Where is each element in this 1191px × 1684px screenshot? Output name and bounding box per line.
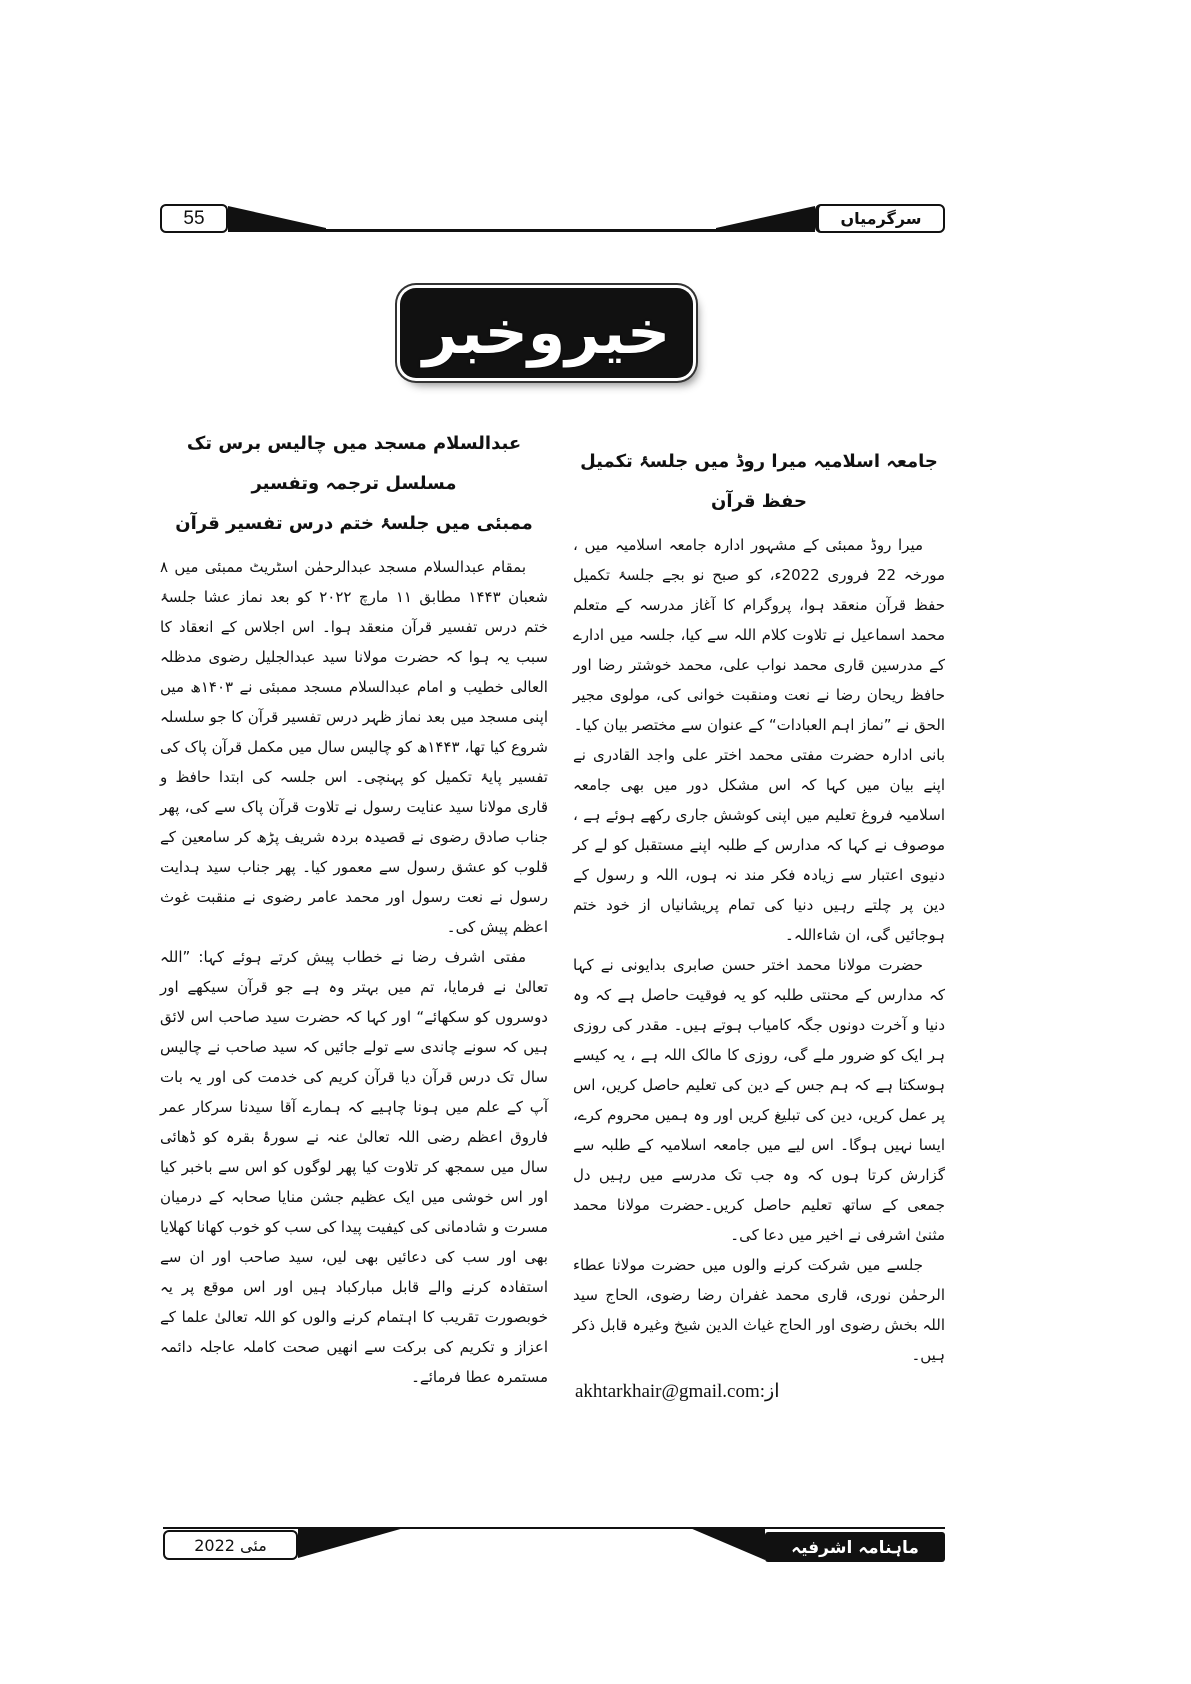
- right-article: [573, 442, 945, 1403]
- footer-left-wedge: [298, 1528, 404, 1558]
- article-paragraph: بمقام عبدالسلام مسجد عبدالرحمٰن اسٹریٹ ممبئی میں ۸ شعبان ۱۴۴۳ مطابق ۱۱ مارچ ۲۰۲۲ کو بعد نماز عشا جلسۂ ختم درس تفسیر قرآن منعقد ہوا۔ اس اجلاس کے انعقاد کا سبب یہ ہوا کہ حضرت مولانا سید عبدالجلیل رضوی مدظلہ العالی خطیب و امام عبدالسلام مسجد ممبئی نے ۱۴۰۳ھ میں اپنی مسجد میں بعد نماز ظہر درس تفسیر قرآن کا جو سلسلہ شروع کیا تھا، ۱۴۴۳ھ کو چالیس سال میں مکمل قرآن پاک کی تفسیر پایۂ تکمیل کو پہنچی۔ اس جلسہ کی ابتدا حافظ و قاری مولانا سید عنایت رسول نے تلاوت قرآن پاک سے کی، پھر جناب صادق رضوی نے قصیدہ بردہ شریف پڑھ کر سامعین کے قلوب کو عشق رسول سے معمور کیا۔ پھر جناب سید ہدایت رسول نے نعت رسول اور محمد عامر رضوی نے منقبت غوث اعظم پیش کی۔: [160, 558, 548, 936]
- author-signature: از:akhtarkhair@gmail.com: [575, 1381, 780, 1402]
- header-right-wedge: [716, 206, 815, 232]
- article-paragraph: جلسے میں شرکت کرنے والوں میں حضرت مولانا عطاء الرحمٰن نوری، قاری محمد غفران رضا رضوی، الحاج سید اللہ بخش رضوی اور الحاج غیاث الدین شیخ وغیرہ قابل ذکر ہیں۔: [573, 1256, 945, 1364]
- footer-rule: [163, 1527, 945, 1529]
- article-paragraph: بانی ادارہ حضرت مفتی محمد اختر علی واجد القادری نے اپنے بیان میں کہا کہ اس مشکل دور میں بھی جامعہ اسلامیہ فروغ تعلیم میں اپنی کوشش جاری رکھے ہوئے ہے ، موصوف نے کہا کہ مدارس کے طلبہ اپنے مستقبل کو لے کر دنیوی اعتبار سے زیادہ فکر مند نہ ہوں، اللہ و رسول کے دین پر چلتے رہیں دنیا کی تمام پریشانیاں از خود ختم ہوجائیں گی، ان شاءاللہ۔: [573, 746, 945, 944]
- article-paragraph: حضرت مولانا محمد اختر حسن صابری بدایونی نے کہا کہ مدارس کے محنتی طلبہ کو یہ فوقیت حاصل ہے کہ وہ دنیا و آخرت دونوں جگہ کامیاب ہوتے ہیں۔ مقدر کی روزی ہر ایک کو ضرور ملے گی، روزی کا مالک اللہ ہے ، یہ کیسے ہوسکتا ہے کہ ہم جس کے دین کی تعلیم حاصل کریں، اس پر عمل کریں، دین کی تبلیغ کریں اور وہ ہمیں محروم کرے، ایسا نہیں ہوگا۔ اس لیے میں جامعہ اسلامیہ کے طلبہ سے گزارش کرتا ہوں کہ وہ جب تک مدرسے میں رہیں دل جمعی کے ساتھ تعلیم حاصل کریں۔حضرت مولانا محمد مثنیٰ اشرفی نے اخیر میں دعا کی۔: [573, 956, 945, 1244]
- article-paragraph: مفتی اشرف رضا نے خطاب پیش کرتے ہوئے کہا: ”اللہ تعالیٰ نے فرمایا، تم میں بہتر وہ ہے جو قرآن سیکھے اور دوسروں کو سکھائے“ اور کہا کہ حضرت سید صاحب اس لائق ہیں کہ سونے چاندی سے تولے جائیں کہ سید صاحب نے چالیس سال تک درس قرآن دیا قرآن کریم کی خدمت کی اور یہ بات آپ کے علم میں ہونا چاہیے کہ ہمارے آقا سیدنا سرکار عمر فاروق اعظم رضی اللہ تعالیٰ عنہ نے سورۂ بقرہ کو ڈھائی سال میں سمجھ کر تلاوت کیا پھر لوگوں کو اس سے باخبر کیا اور اس خوشی میں ایک عظیم جشن منایا صحابہ کے درمیان مسرت و شادمانی کی کیفیت پیدا کی سب کو خوب کھانا کھلایا بھی اور سب کی دعائیں بھی لیں، سید صاحب اور ان سے استفادہ کرنے والے قابل مبارکباد ہیں اور اس موقع پر یہ خوبصورت تقریب کا اہتمام کرنے والوں کو اللہ تعالیٰ علما کے اعزاز و تکریم کی برکت سے انھیں صحت کاملہ عاجلہ دائمہ مستمرہ عطا فرمائے۔: [160, 948, 548, 1386]
- article-body: [573, 530, 945, 1370]
- section-label: سرگرمیاں: [815, 204, 945, 233]
- article-heading-line: ممبئی میں جلسۂ ختم درس تفسیر قرآن: [175, 513, 533, 534]
- issue-date: مئی 2022: [163, 1530, 298, 1560]
- article-heading: [160, 424, 548, 544]
- article-heading: جامعہ اسلامیہ میرا روڈ میں جلسۂ تکمیل حفظ قرآن: [580, 451, 938, 512]
- header-rule: [228, 229, 815, 232]
- article-body: [160, 552, 548, 1392]
- footer-right-wedge: [690, 1528, 765, 1560]
- magazine-name: ماہنامہ اشرفیہ: [765, 1532, 945, 1562]
- article-paragraph: میرا روڈ ممبئی کے مشہور ادارہ جامعہ اسلامیہ میں ، مورخہ 22 فروری 2022ء، کو صبح نو بجے جلسۂ تکمیل حفظ قرآن منعقد ہوا، پروگرام کا آغاز مدرسہ کے متعلم محمد اسماعیل نے تلاوت کلام اللہ سے کیا، جلسہ میں ادارے کے مدرسین قاری محمد نواب علی، محمد خوشتر رضا اور حافظ ریحان رضا نے نعت ومنقبت خوانی کی، مولوی مجیر الحق نے ”نماز اہم العبادات“ کے عنوان سے مختصر بیان کیا۔: [573, 536, 945, 734]
- article-heading-line: عبدالسلام مسجد میں چالیس برس تک مسلسل ترجمہ وتفسیر: [186, 433, 522, 494]
- page-number: 55: [160, 204, 228, 233]
- page-title-box: [400, 288, 693, 378]
- header-left-wedge: [228, 206, 326, 232]
- page-title: خیروخبر: [422, 298, 671, 368]
- left-article: [160, 424, 548, 1392]
